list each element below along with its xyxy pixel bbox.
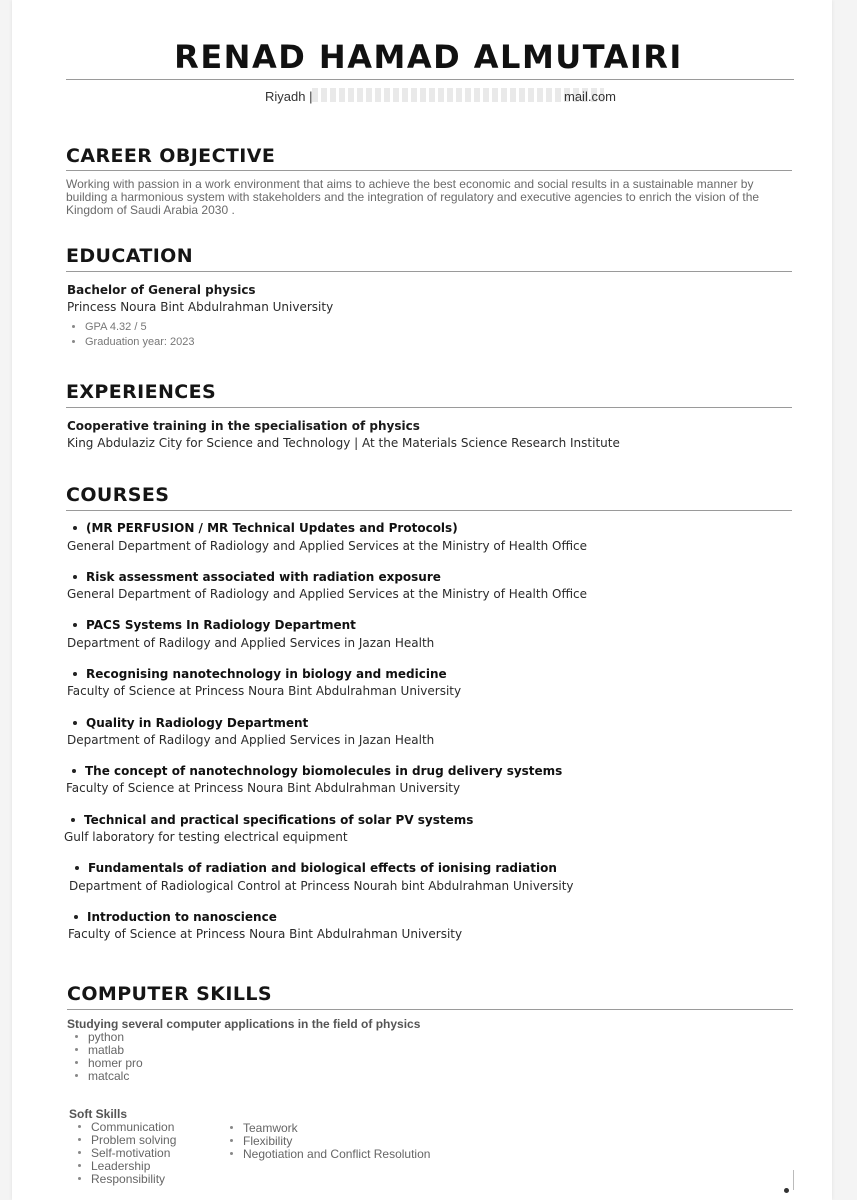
course-provider: Department of Radilogy and Applied Services in Jazan Health bbox=[67, 636, 435, 650]
objective-text: Working with passion in a work environment that aims to achieve the best economic and social results in a sustainable manner by building a harmonious system with stakeholders and the integration of regulatory and executive agencies to enrich the vision of the Kingdom of Saudi Arabia 2030 . bbox=[66, 177, 760, 217]
bullet-icon bbox=[230, 1152, 233, 1155]
course-provider: Faculty of Science at Princess Noura Bint Abdulrahman University bbox=[66, 781, 461, 795]
bullet-icon bbox=[72, 340, 75, 343]
bullet-icon bbox=[74, 915, 78, 919]
gpa-item: GPA 4.32 / 5 bbox=[72, 321, 147, 333]
soft-skill-item: Responsibility bbox=[78, 1172, 165, 1186]
course-provider: Faculty of Science at Princess Noura Bint Abdulrahman University bbox=[68, 927, 463, 941]
course-provider: Faculty of Science at Princess Noura Bint Abdulrahman University bbox=[67, 684, 462, 698]
course-title: (MR PERFUSION / MR Technical Updates and Protocols) bbox=[73, 521, 458, 535]
bullet-icon bbox=[75, 1061, 78, 1064]
contact-city: Riyadh | bbox=[265, 89, 313, 104]
course-provider: Department of Radilogy and Applied Services in Jazan Health bbox=[67, 733, 435, 747]
redacted-contact bbox=[312, 88, 604, 102]
contact-email-tail: mail.com bbox=[564, 89, 617, 104]
bullet-icon bbox=[78, 1164, 81, 1167]
bullet-icon bbox=[78, 1138, 81, 1141]
soft-skill-item: Flexibility bbox=[230, 1134, 292, 1148]
bullet-icon bbox=[78, 1177, 81, 1180]
course-provider: Gulf laboratory for testing electrical equipment bbox=[64, 830, 348, 844]
computer-skill-item: matcalc bbox=[75, 1069, 129, 1083]
computer-skills-divider bbox=[67, 1009, 793, 1010]
bullet-icon bbox=[78, 1125, 81, 1128]
soft-skill-item: Self-motivation bbox=[78, 1146, 170, 1160]
page-edge-mark bbox=[793, 1170, 794, 1190]
soft-skill-item: Problem solving bbox=[78, 1133, 176, 1147]
corner-dot-icon bbox=[784, 1188, 789, 1193]
section-experiences: EXPERIENCES bbox=[66, 381, 217, 403]
course-title: Introduction to nanoscience bbox=[74, 910, 277, 924]
computer-skills-subtitle: Studying several computer applications in the field of physics bbox=[67, 1017, 421, 1031]
bullet-icon bbox=[75, 1035, 78, 1038]
section-career-objective: CAREER OBJECTIVE bbox=[66, 145, 276, 167]
bullet-icon bbox=[72, 325, 75, 328]
course-provider: General Department of Radiology and Applied Services at the Ministry of Health Office bbox=[67, 587, 588, 601]
course-title: Risk assessment associated with radiation exposure bbox=[73, 570, 441, 584]
bullet-icon bbox=[73, 526, 77, 530]
course-title: Fundamentals of radiation and biological effects of ionising radiation bbox=[75, 861, 557, 875]
experience-place: King Abdulaziz City for Science and Technology | At the Materials Science Research Institute bbox=[67, 436, 620, 450]
bullet-icon bbox=[72, 769, 76, 773]
course-title: The concept of nanotechnology biomolecules in drug delivery systems bbox=[72, 764, 562, 778]
course-provider: Department of Radiological Control at Princess Nourah bint Abdulrahman University bbox=[69, 879, 574, 893]
bullet-icon bbox=[71, 818, 75, 822]
computer-skill-item: homer pro bbox=[75, 1056, 143, 1070]
graduation-item: Graduation year: 2023 bbox=[72, 336, 194, 348]
contact-line bbox=[265, 89, 312, 104]
bullet-icon bbox=[73, 623, 77, 627]
section-education: EDUCATION bbox=[66, 245, 194, 267]
soft-skill-item: Negotiation and Conflict Resolution bbox=[230, 1147, 430, 1161]
course-title: PACS Systems In Radiology Department bbox=[73, 618, 356, 632]
bullet-icon bbox=[75, 1074, 78, 1077]
bullet-icon bbox=[75, 1048, 78, 1051]
bullet-icon bbox=[78, 1151, 81, 1154]
bullet-icon bbox=[73, 672, 77, 676]
courses-divider bbox=[66, 510, 792, 511]
course-title: Recognising nanotechnology in biology and medicine bbox=[73, 667, 447, 681]
education-divider bbox=[66, 271, 792, 272]
course-provider: General Department of Radiology and Applied Services at the Ministry of Health Office bbox=[67, 539, 588, 553]
bullet-icon bbox=[230, 1126, 233, 1129]
university-name: Princess Noura Bint Abdulrahman University bbox=[67, 300, 334, 314]
candidate-name: RENAD HAMAD ALMUTAIRI bbox=[174, 38, 683, 76]
bullet-icon bbox=[73, 721, 77, 725]
soft-skill-item: Communication bbox=[78, 1120, 174, 1134]
bullet-icon bbox=[75, 866, 79, 870]
computer-skill-item: matlab bbox=[75, 1043, 124, 1057]
bullet-icon bbox=[230, 1139, 233, 1142]
section-courses: COURSES bbox=[66, 484, 170, 506]
soft-skill-item: Teamwork bbox=[230, 1121, 298, 1135]
course-title: Quality in Radiology Department bbox=[73, 716, 308, 730]
soft-skill-item: Leadership bbox=[78, 1159, 150, 1173]
section-computer-skills: COMPUTER SKILLS bbox=[67, 983, 272, 1005]
course-title: Technical and practical specifications of solar PV systems bbox=[71, 813, 473, 827]
experiences-divider bbox=[66, 407, 792, 408]
objective-divider bbox=[66, 170, 792, 171]
computer-skill-item: python bbox=[75, 1030, 124, 1044]
degree-title: Bachelor of General physics bbox=[67, 283, 256, 297]
header-divider bbox=[66, 79, 794, 80]
bullet-icon bbox=[73, 575, 77, 579]
soft-skills-title: Soft Skills bbox=[69, 1107, 128, 1121]
experience-role: Cooperative training in the specialisation of physics bbox=[67, 419, 420, 433]
